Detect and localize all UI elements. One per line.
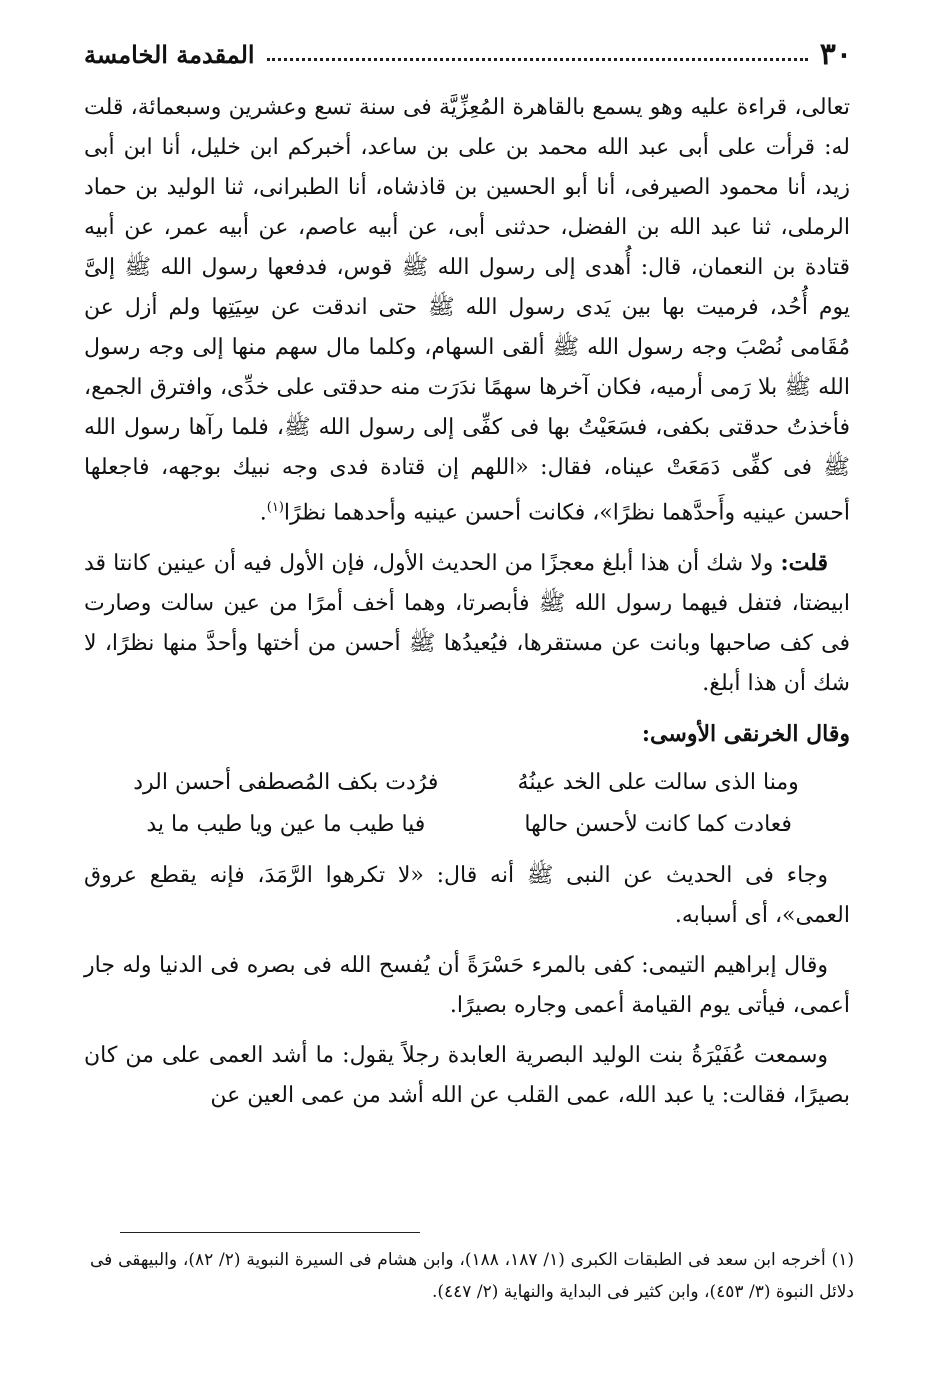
paragraph-hadith-text: تعالى، قراءة عليه وهو يسمع بالقاهرة المُعِزِّيَّة فى سنة تسع وعشرين وسبعمائة، قلت له: قرأت على أبى عبد الله محمد بن على بن ساعد، أخبركم ابن خليل، أنا ابن أبى زيد، أنا محمود الصيرفى، أنا أبو الحسين بن قاذشاه، أنا الطبرانى، ثنا الوليد بن حماد الرملى، ثنا عبد الله بن الفضل، حدثنى أبى، عن أبيه عاصم، عن أبيه عمر، عن أبيه قتادة بن النعمان، قال: أُهدى إلى رسول الله ﷺ قوس، فدفعها رسول الله ﷺ إلىَّ يوم أُحُد، فرميت بها بين يَدى رسول الله ﷺ حتى اندقت عن سِيَتِها ولم أزل عن مُقَامى نُصْبَ وجه رسول الله ﷺ ألقى السهام، وكلما مال سهم منها إلى وجه رسول الله ﷺ بلا رَمى أرميه، فكان آخرها سهمًا ندَرَت منه حدقتى على خدِّى، وافترق الجمع، فأخذتُ حدقتى بكفى، فسَعَيْتُ بها فى كفِّى إلى رسول الله ﷺ، فلما رآها رسول الله ﷺ فى كفِّى دَمَعَتْ عيناه، فقال: «اللهم إن قتادة فدى وجه نبيك بوجهه، فاجعلها أحسن عينيه وأَحدَّهما نظرًا»، فكانت أحسن عينيه وأحدهما نظرًا [84,95,850,526]
verse-second-hemistich: فيا طيب ما عين ويا طيب ما يد [146,812,426,838]
paragraph-commentary [84,543,850,704]
verse-second-hemistich: فرُدت بكف المُصطفى أحسن الرد [133,770,439,796]
paragraph-hadith-ramad: وجاء فى الحديث عن النبى ﷺ أنه قال: «لا تكرهوا الرَّمَدَ، فإنه يقطع عروق العمى»، أى أسبابه. [84,863,850,929]
footnote-reference: (١) [266,500,284,515]
poem-heading: وقال الخرنقى الأوسى: [641,721,850,748]
paragraph-ibrahim-taymi: وقال إبراهيم التيمى: كفى بالمرء حَسْرَةً أن يُفسح الله فى بصره فى الدنيا وله جار أعمى، فيأتى يوم القيامة أعمى وجاره بصيرًا. [84,953,850,1019]
page-body [84,88,850,1126]
paragraph-hadith: تعالى، قراءة عليه وهو يسمع بالقاهرة المُعِزِّيَّة فى سنة تسع وعشرين وسبعمائة، قلت له: قرأت على أبى عبد الله محمد بن على بن ساعد، أخبركم ابن خليل، أنا ابن أبى زيد، أنا محمود الصيرفى، أنا أبو الحسين بن قاذشاه، أنا الطبرانى، ثنا الوليد بن حماد الرملى، ثنا عبد الله بن الفضل، حدثنى أبى، عن أبيه عاصم، عن أبيه عمر، عن أبيه قتادة بن النعمان، قال: أُهدى إلى رسول الله ﷺ قوس، فدفعها رسول الله ﷺ إلىَّ يوم أُحُد، فرميت بها بين يَدى رسول الله ﷺ حتى اندقت عن سِيَتِها ولم أزل عن مُقَامى نُصْبَ وجه رسول الله ﷺ ألقى السهام، وكلما مال سهم منها إلى وجه رسول الله ﷺ بلا رَمى أرميه، فكان آخرها سهمًا ندَرَت منه حدقتى على خدِّى، وافترق الجمع، فأخذتُ حدقتى بكفى، فسَعَيْتُ بها فى كفِّى إلى رسول الله ﷺ، فلما رآها رسول الله ﷺ فى كفِّى دَمَعَتْ عيناه، فقال: «اللهم إن قتادة فدى وجه نبيك بوجهه، فاجعلها أحسن عينيه وأَحدَّهما نظرًا»، فكانت أحسن عينيه وأحدهما نظرًا$^{(١)}$. [84,95,850,526]
poem-verse [84,804,850,846]
footnote-separator [120,1232,420,1233]
poem [84,762,850,846]
paragraph-ufayra: وسمعت عُفَيْرَةُ بنت الوليد البصرية العابدة رجلاً يقول: ما أشد العمى على من كان بصيرًا، فقالت: يا عبد الله، عمى القلب عن الله أشد من عمى العين عن [84,1043,850,1109]
poem-verse [84,762,850,804]
commentary-lead: قلت: [780,550,828,577]
running-title: المقدمة الخامسة [84,39,255,69]
footnote: (١) أخرجه ابن سعد فى الطبقات الكبرى (١/ ١٨٧، ١٨٨)، وابن هشام فى السيرة النبوية (٢/ ٨٢)، والبيهقى فى دلائل النبوة (٣/ ٤٥٣)، وابن كثير فى البداية والنهاية (٢/ ٤٤٧). [90,1250,854,1302]
commentary-text: ولا شك أن هذا أبلغ معجزًا من الحديث الأول، فإن الأول فيه أن عينين كانتا قد ابيضتا، فتفل فيهما رسول الله ﷺ فأبصرتا، وهما أخف أمرًا من عين سالت وصارت فى كف صاحبها وبانت عن مستقرها، فيُعيدُها ﷺ أحسن من أختها وأحدَّ منها نظرًا، لا شك أن هذا أبلغ. [84,551,850,697]
verse-first-hemistich: ومنا الذى سالت على الخد عينُهُ [517,770,799,796]
header-dotted-leader [267,58,808,61]
page-number: ٣٠ [819,36,852,72]
verse-first-hemistich: فعادت كما كانت لأحسن حالها [524,812,792,838]
page-header [84,34,852,74]
